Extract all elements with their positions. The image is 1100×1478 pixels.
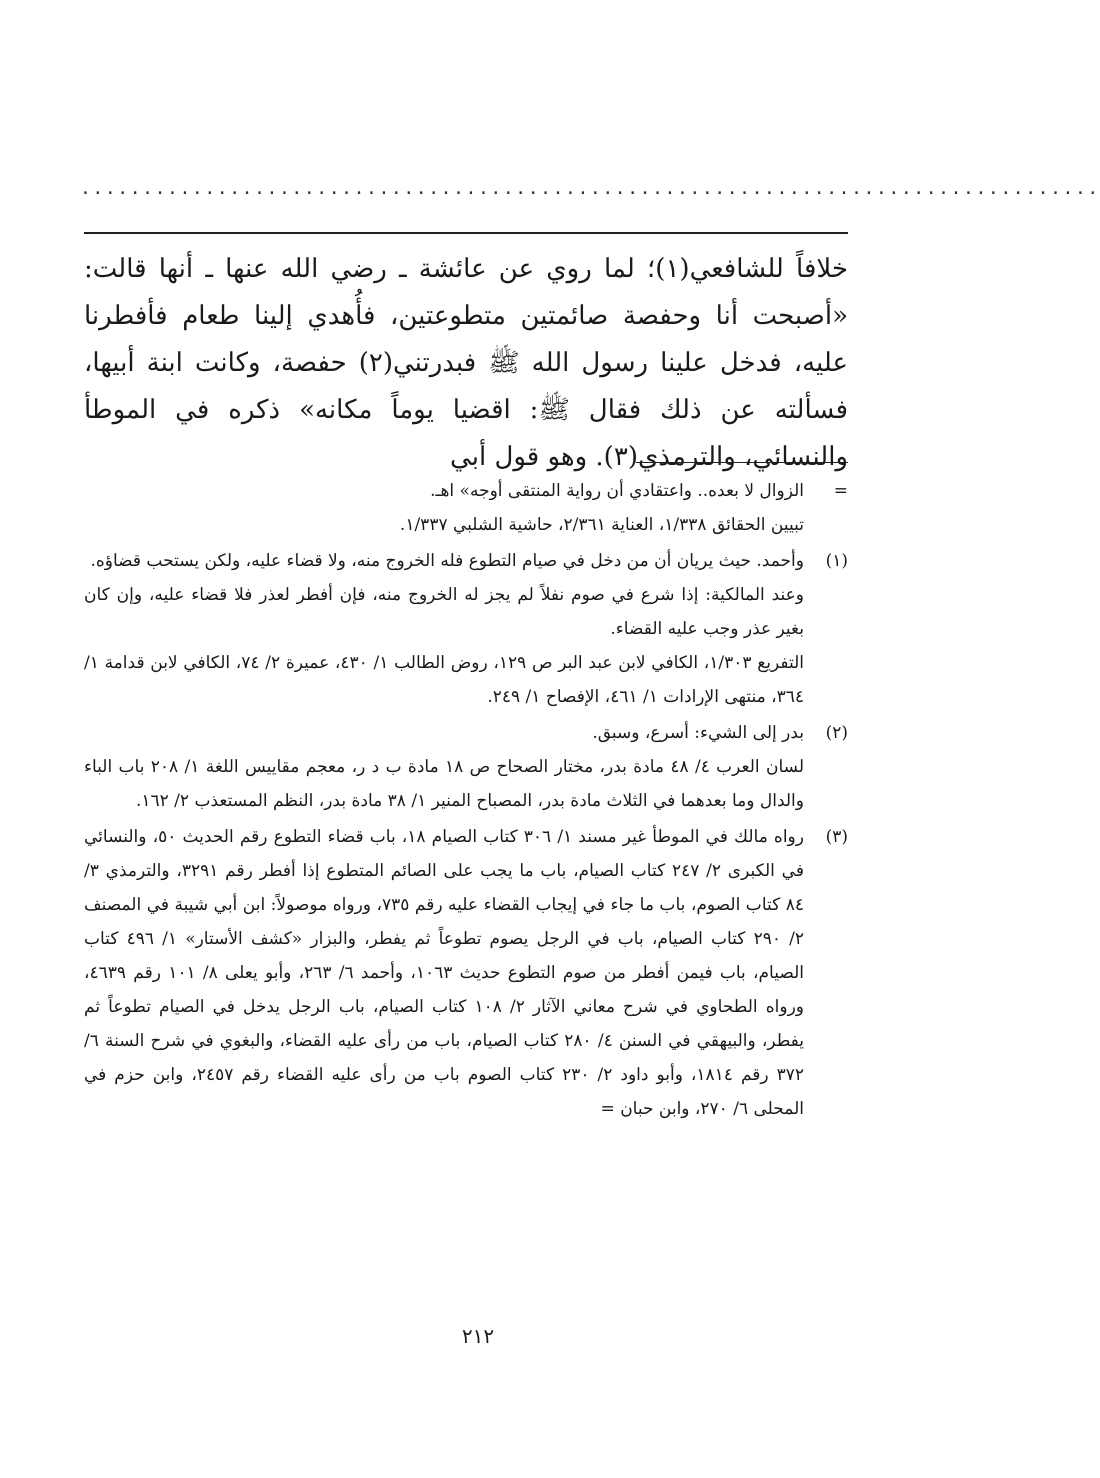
footnote-paragraph: رواه مالك في الموطأ غير مسند ١/ ٣٠٦ كتاب الصيام ١٨، باب قضاء التطوع رقم الحديث ٥٠، والنسائي في الكبرى ٢/ ٢٤٧ كتاب الصيام، باب ما يجب على الصائم المتطوع إذا أفطر رقم ٣٢٩١، والترمذي ٣/ ٨٤ كتاب الصوم، باب ما جاء في إيجاب القضاء عليه رقم ٧٣٥، ورواه موصولاً: ابن أبي شيبة في المصنف ٢/ ٢٩٠ كتاب الصيام، باب في الرجل يصوم تطوعاً ثم يفطر، والبزار «كشف الأستار» ١/ ٤٩٦ كتاب الصيام، باب فيمن أفطر من صوم التطوع حديث ١٠٦٣، وأحمد ٦/ ٢٦٣، وأبو يعلى ٨/ ١٠١ رقم ٤٦٣٩، ورواه الطحاوي في شرح معاني الآثار ٢/ ١٠٨ كتاب الصيام، باب الرجل يدخل في الصيام تطوعاً ثم يفطر، والبيهقي في السنن ٤/ ٢٨٠ كتاب الصيام، باب من رأى عليه القضاء، والبغوي في شرح السنة ٦/ ٣٧٢ رقم ١٨١٤، وأبو داود ٢/ ٢٣٠ كتاب الصوم باب من رأى عليه القضاء رقم ٢٤٥٧، وابن حزم في المحلى ٦/ ٢٧٠، وابن حبان = — [84, 827, 805, 1119]
footnote-mark: (١) — [825, 551, 848, 571]
footnote-mark: = — [833, 481, 848, 501]
footnote-1 — [84, 544, 848, 714]
main-text-block — [84, 246, 848, 481]
footnote-paragraph: بدر إلى الشيء: أسرع، وسبق. — [592, 723, 804, 743]
page-number: ٢١٢ — [461, 1324, 495, 1348]
footnote-paragraph: لسان العرب ٤/ ٤٨ مادة بدر، مختار الصحاح ص ١٨ مادة ب د ر، معجم مقاييس اللغة ١/ ٢٠٨ باب الباء والدال وما بعدهما في الثلاث مادة بدر، المصباح المنير ١/ ٣٨ مادة بدر، النظم المستعذب ٢/ ١٦٢. — [84, 757, 804, 811]
footnote-separator — [636, 462, 848, 463]
dotted-separator: .................................................................................. — [80, 178, 1100, 199]
footnote-2 — [84, 716, 848, 818]
footnote-3 — [84, 820, 848, 1126]
footnote-paragraph: الزوال لا بعده.. واعتقادي أن رواية المنتقى أوجه» اهـ. — [430, 481, 804, 501]
footnote-paragraph: وأحمد. حيث يريان أن من دخل في صيام التطوع فله الخروج منه، ولا قضاء عليه، ولكن يستحب قضاؤه. — [90, 551, 804, 571]
footnote-paragraph: تبيين الحقائق ١/٣٣٨، العناية ٢/٣٦١، حاشية الشلبي ١/٣٣٧. — [399, 515, 804, 535]
footnote-mark: (٢) — [825, 723, 848, 743]
footnotes — [84, 474, 848, 1128]
footnote-paragraph: التفريع ١/٣٠٣، الكافي لابن عبد البر ص ١٢٩، روض الطالب ١/ ٤٣٠، عميرة ٢/ ٧٤، الكافي لابن قدامة ١/ ٣٦٤، منتهى الإرادات ١/ ٤٦١، الإفصاح ١/ ٢٤٩. — [84, 653, 805, 707]
top-rule — [84, 232, 848, 234]
footnote-paragraph: وعند المالكية: إذا شرع في صوم نفلاً لم يجز له الخروج منه، فإن أفطر لعذر فلا قضاء عليه، وإن كان بغير عذر وجب عليه القضاء. — [84, 585, 804, 639]
footnote-continuation — [84, 474, 848, 542]
footnote-mark: (٣) — [825, 827, 848, 847]
main-paragraph: خلافاً للشافعي(١)؛ لما روي عن عائشة ـ رضي الله عنها ـ أنها قالت: «أصبحت أنا وحفصة صائمتين متطوعتين، فأُهدي إلينا طعام فأفطرنا عليه، فدخل علينا رسول الله ﷺ فبدرتني(٢) حفصة، وكانت ابنة أبيها، فسألته عن ذلك فقال ﷺ: اقضيا يوماً مكانه» ذكره في الموطأ والنسائي، والترمذي(٣). وهو قول أبي — [84, 254, 848, 472]
